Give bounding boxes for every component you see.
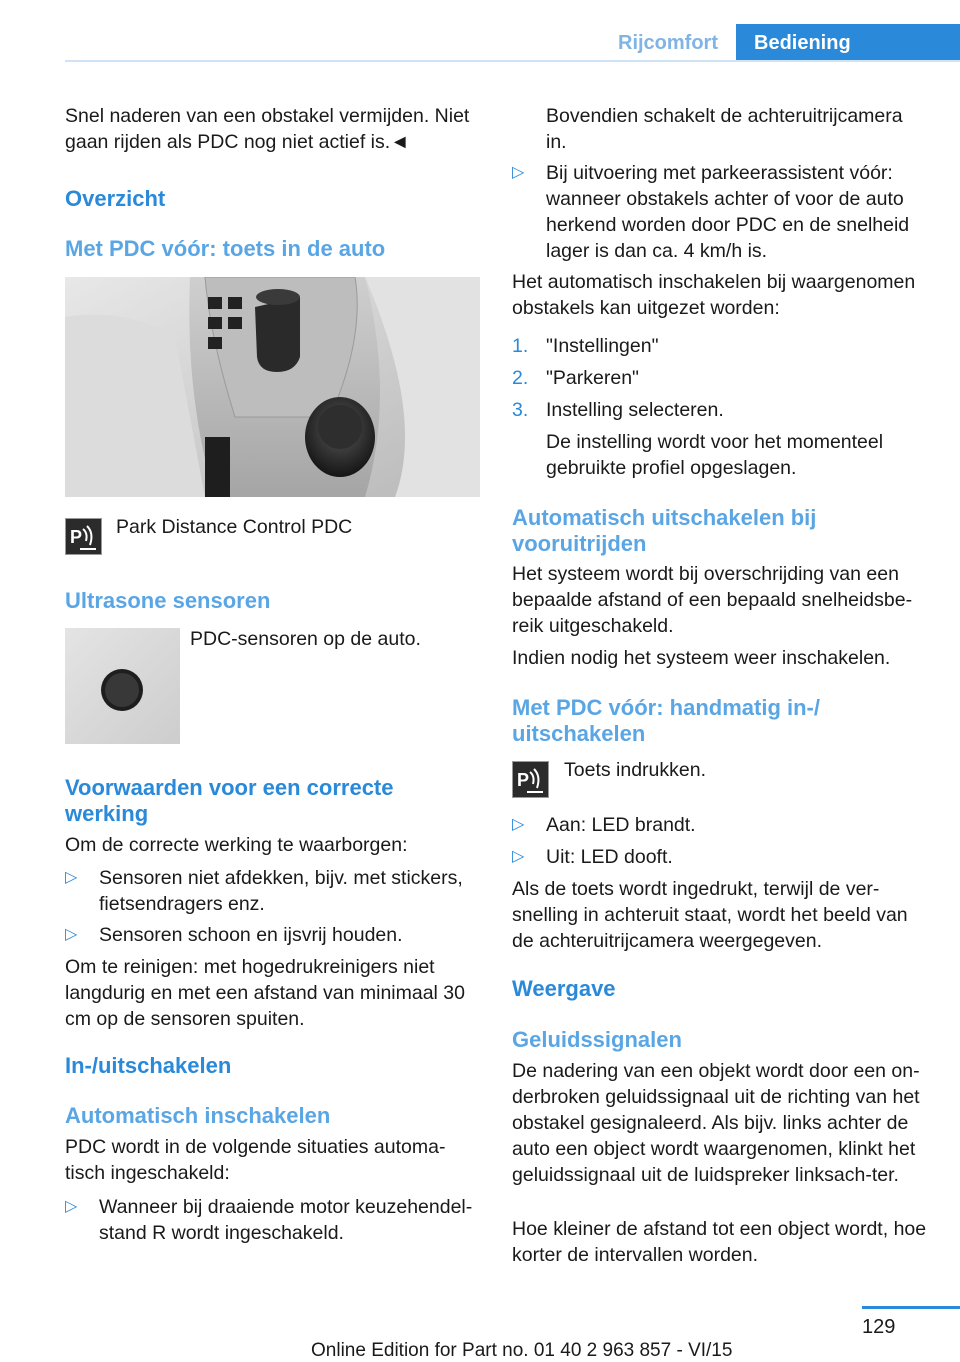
- sensor-photo: [65, 628, 180, 744]
- bullet-keuzehendel: Wanneer bij draaiende motor keuzehendel-stand R wordt ingeschakeld.: [99, 1196, 473, 1244]
- heading-automatisch-inschakelen: Automatisch inschakelen: [65, 1103, 331, 1128]
- page-number: 129: [862, 1316, 896, 1338]
- heading-pdc-voor-toets: Met PDC vóór: toets in de auto: [65, 236, 386, 261]
- bullet-icon: ▷: [65, 926, 78, 943]
- step-instellingen: "Instellingen": [546, 335, 659, 357]
- heading-voorwaarden: Voorwaarden voor een correcte werking: [65, 775, 394, 826]
- text-reinigen: Om te reinigen: met hogedrukreinigers niet langdurig en met een afstand van minimaal 30 cm op de sensoren spuiten.: [65, 956, 465, 1030]
- bullet-icon: ▷: [512, 816, 525, 833]
- bullet-icon: ▷: [512, 848, 525, 865]
- header-rule: [65, 60, 960, 62]
- step-number: 2.: [512, 367, 529, 389]
- bullet-icon: ▷: [65, 869, 78, 886]
- footer-rule: [862, 1306, 960, 1309]
- svg-text:P: P: [70, 527, 83, 547]
- heading-handmatig: Met PDC vóór: handmatig in-/ uitschakelen: [512, 695, 820, 746]
- heading-in-uitschakelen: In-/uitschakelen: [65, 1053, 232, 1078]
- text-om-de-correcte: Om de correcte werking te waarborgen:: [65, 834, 408, 856]
- heading-overzicht: Overzicht: [65, 186, 166, 211]
- bullet-sensoren-niet-afdekken: Sensoren niet afdekken, bijv. met stickers, fietsendragers enz.: [99, 867, 463, 915]
- text-nadering: De nadering van een objekt wordt door een on-derbroken geluidssignaal uit de richting van het obstakel gesignaleerd. Als bijv. links achter de auto een object wordt waargenomen, klinkt het geluidssignaal uit de luidspreker linksach-ter.: [512, 1060, 920, 1186]
- bullet-sensoren-schoon: Sensoren schoon en ijsvrij houden.: [99, 924, 403, 946]
- heading-ultrasone-sensoren: Ultrasone sensoren: [65, 588, 271, 613]
- pdc-icon: [65, 518, 102, 555]
- step-parkeren: "Parkeren": [546, 367, 639, 389]
- heading-geluidssignalen: Geluidssignalen: [512, 1027, 682, 1052]
- step-instelling-selecteren: Instelling selecteren.: [546, 399, 724, 421]
- step3-subtext: De instelling wordt voor het momenteel gebruikte profiel opgeslagen.: [546, 431, 884, 479]
- console-photo: [65, 277, 480, 497]
- heading-automatisch-uitschakelen: Automatisch uitschakelen bij vooruitrijden: [512, 505, 817, 556]
- bullet-uit: Uit: LED dooft.: [546, 846, 673, 868]
- pdc-button-icon: [512, 761, 549, 798]
- text-automatisch-inschakelen-uitzetten: Het automatisch inschakelen bij waargenomen obstakels kan uitgezet worden:: [512, 271, 916, 319]
- text-achteruitrijcamera: Bovendien schakelt de achteruitrijcamera in.: [546, 105, 903, 153]
- text-als-de-toets: Als de toets wordt ingedrukt, terwijl de ver-snelling in achteruit staat, wordt het beeld van de achteruitrijcamera weergegeven.: [512, 878, 908, 952]
- text-pdc-wordt: PDC wordt in de volgende situaties automa-tisch ingeschakeld:: [65, 1136, 446, 1184]
- bullet-icon: ▷: [512, 164, 525, 181]
- text-toets-indrukken: Toets indrukken.: [564, 759, 706, 781]
- sensor-caption: PDC-sensoren op de auto.: [190, 628, 421, 650]
- text-indien-nodig: Indien nodig het systeem weer inschakelen.: [512, 647, 891, 669]
- tab-bediening[interactable]: Bediening: [736, 24, 960, 62]
- bullet-aan: Aan: LED brandt.: [546, 814, 696, 836]
- bullet-parkeerassistent: Bij uitvoering met parkeerassistent vóór: wanneer obstakels achter of voor de auto herkend worden door PDC en de snelheid lager is dan ca. 4 km/h is.: [546, 162, 910, 262]
- text-systeem-uitgeschakeld: Het systeem wordt bij overschrijding van een bepaalde afstand of een bepaald snelheidsbe-reik uitgeschakeld.: [512, 563, 913, 637]
- step-number: 1.: [512, 335, 529, 357]
- heading-weergave: Weergave: [512, 976, 616, 1001]
- step-number: 3.: [512, 399, 529, 421]
- svg-text:P: P: [517, 770, 530, 790]
- pdc-icon-caption: Park Distance Control PDC: [116, 516, 353, 538]
- text-hoe-kleiner: Hoe kleiner de afstand tot een object wordt, hoe korter de intervallen worden.: [512, 1218, 927, 1266]
- tab-rijcomfort[interactable]: Rijcomfort: [618, 32, 718, 54]
- bullet-icon: ▷: [65, 1198, 78, 1215]
- intro-text: Snel naderen van een obstakel vermijden. Niet gaan rijden als PDC nog niet actief is.◄: [65, 105, 470, 153]
- edition-footer: Online Edition for Part no. 01 40 2 963 857 - VI/15: [311, 1340, 733, 1361]
